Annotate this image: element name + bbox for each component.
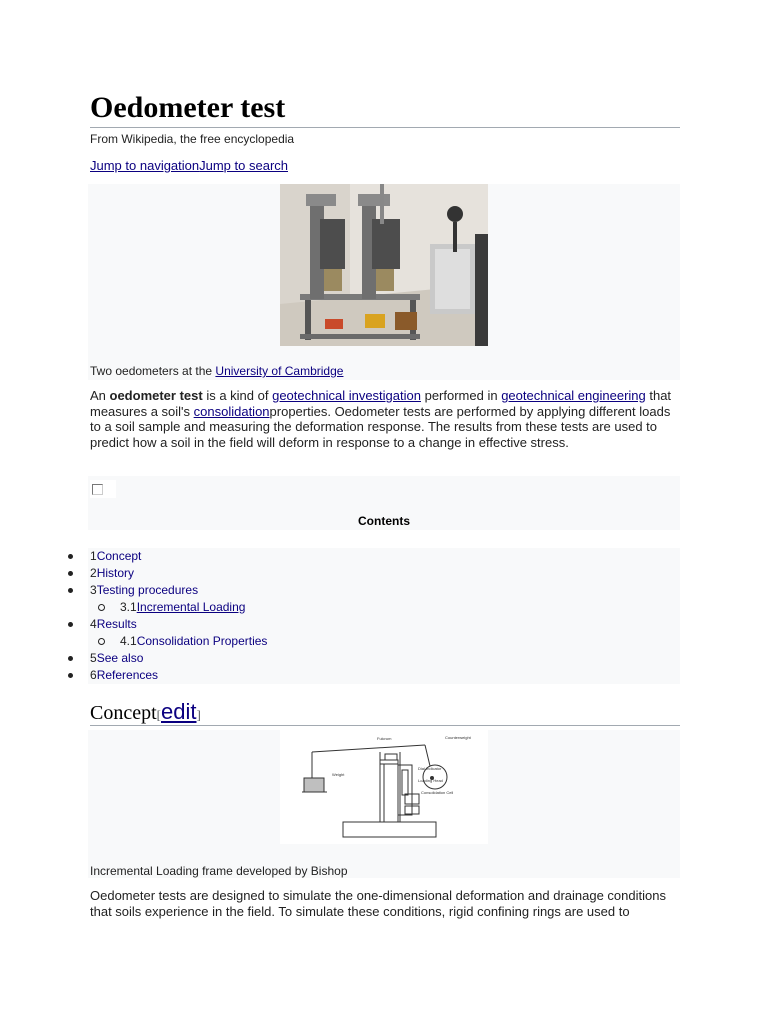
bullet-hollow-icon bbox=[98, 638, 105, 645]
label-dial-indicator: Dial Indicator bbox=[418, 766, 442, 771]
intro-text-3: performed in bbox=[420, 388, 502, 403]
consolidation-link[interactable]: consolidation bbox=[193, 403, 270, 419]
bullet-icon bbox=[68, 571, 73, 576]
toc-item-label[interactable]: References bbox=[96, 668, 159, 682]
intro-text-4: that measures a soil's bbox=[90, 388, 672, 419]
toc-item-number: 5 bbox=[90, 651, 97, 665]
edit-section-link[interactable]: edit bbox=[161, 699, 197, 724]
toc-toggle[interactable] bbox=[90, 480, 116, 498]
toc-item[interactable] bbox=[88, 667, 680, 684]
figure-loading-frame-caption: Incremental Loading frame developed by Bishop bbox=[90, 864, 348, 878]
intro-bold-term: oedometer test bbox=[109, 388, 203, 403]
toc-item-label[interactable]: History bbox=[96, 566, 135, 580]
site-tagline: From Wikipedia, the free encyclopedia bbox=[90, 132, 295, 146]
toc-item[interactable] bbox=[88, 582, 680, 599]
jump-to-navigation-link[interactable]: Jump to navigation bbox=[90, 158, 200, 173]
toc-item-number: 4.1 bbox=[120, 634, 137, 648]
toc-item-number: 1 bbox=[90, 549, 97, 563]
jump-links bbox=[90, 157, 288, 174]
university-of-cambridge-link[interactable]: University of Cambridge bbox=[215, 364, 344, 378]
intro-paragraph bbox=[90, 388, 680, 450]
bullet-hollow-icon bbox=[98, 604, 105, 611]
toc-item-label[interactable]: Concept bbox=[96, 549, 142, 563]
section-heading-text: Concept bbox=[90, 702, 157, 724]
caption-text: Two oedometers at the bbox=[90, 364, 216, 378]
oedometers-photo-image bbox=[280, 184, 488, 346]
label-loading-head: Loading Head bbox=[418, 778, 443, 783]
label-counterweight: Counterweight bbox=[445, 735, 471, 740]
toc-item-number: 2 bbox=[90, 566, 97, 580]
bullet-icon bbox=[68, 622, 73, 627]
toc-item-number: 3 bbox=[90, 583, 97, 597]
section-divider bbox=[90, 725, 680, 726]
toc-item-label[interactable]: See also bbox=[96, 651, 144, 665]
toc-item[interactable] bbox=[88, 616, 680, 633]
loading-frame-diagram[interactable] bbox=[280, 730, 488, 844]
toc-item-label[interactable]: Results bbox=[96, 617, 137, 631]
toc-item[interactable] bbox=[88, 650, 680, 667]
edit-bracket-close: ] bbox=[196, 707, 201, 722]
jump-to-search-link[interactable]: Jump to search bbox=[199, 158, 288, 173]
oedometers-photo[interactable] bbox=[280, 184, 488, 346]
edit-bracket-open: [ bbox=[156, 707, 161, 722]
toc-item[interactable] bbox=[88, 565, 680, 582]
toc-item-label[interactable]: Incremental Loading bbox=[136, 600, 246, 614]
bullet-icon bbox=[68, 673, 73, 678]
label-weight: Weight bbox=[332, 772, 345, 777]
intro-text-2: is a kind of bbox=[202, 388, 273, 403]
intro-text-1: An bbox=[90, 388, 110, 403]
toc-title: Contents bbox=[358, 514, 410, 528]
intro-text-5: properties. Oedometer tests are performed by applying different loads to a soil sample and measuring the deformation response. The results from these tests are used to predict how a soil in the field will deform in response to a change in effective stress. bbox=[90, 403, 671, 450]
bullet-icon bbox=[68, 554, 73, 559]
toc-item[interactable] bbox=[88, 548, 680, 565]
figure-oedometers-caption bbox=[90, 363, 343, 379]
bullet-icon bbox=[68, 656, 73, 661]
toc-item-label[interactable]: Testing procedures bbox=[96, 583, 199, 597]
label-fulcrum: Fulcrum bbox=[377, 736, 392, 741]
toc-item-number: 3.1 bbox=[120, 600, 137, 614]
loading-frame-diagram-image bbox=[280, 730, 488, 844]
geotechnical-investigation-link[interactable]: geotechnical investigation bbox=[272, 388, 421, 403]
toc-subitem[interactable] bbox=[88, 633, 680, 650]
toc-toggle-checkbox-icon[interactable] bbox=[92, 484, 103, 495]
toc-item-label[interactable]: Consolidation Properties bbox=[136, 634, 268, 648]
page-title: Oedometer test bbox=[90, 91, 286, 124]
label-consolidation-cell: Consolidation Cell bbox=[421, 790, 454, 795]
toc-subitem[interactable] bbox=[88, 599, 680, 616]
toc-item-number: 6 bbox=[90, 668, 97, 682]
title-divider bbox=[90, 127, 680, 128]
concept-paragraph: Oedometer tests are designed to simulate the one-dimensional deformation and drainage conditions that soils experience in the field. To simulate these conditions, rigid confining rings are used to bbox=[90, 888, 666, 919]
toc-item-number: 4 bbox=[90, 617, 97, 631]
geotechnical-engineering-link[interactable]: geotechnical engineering bbox=[501, 388, 646, 403]
bullet-icon bbox=[68, 588, 73, 593]
